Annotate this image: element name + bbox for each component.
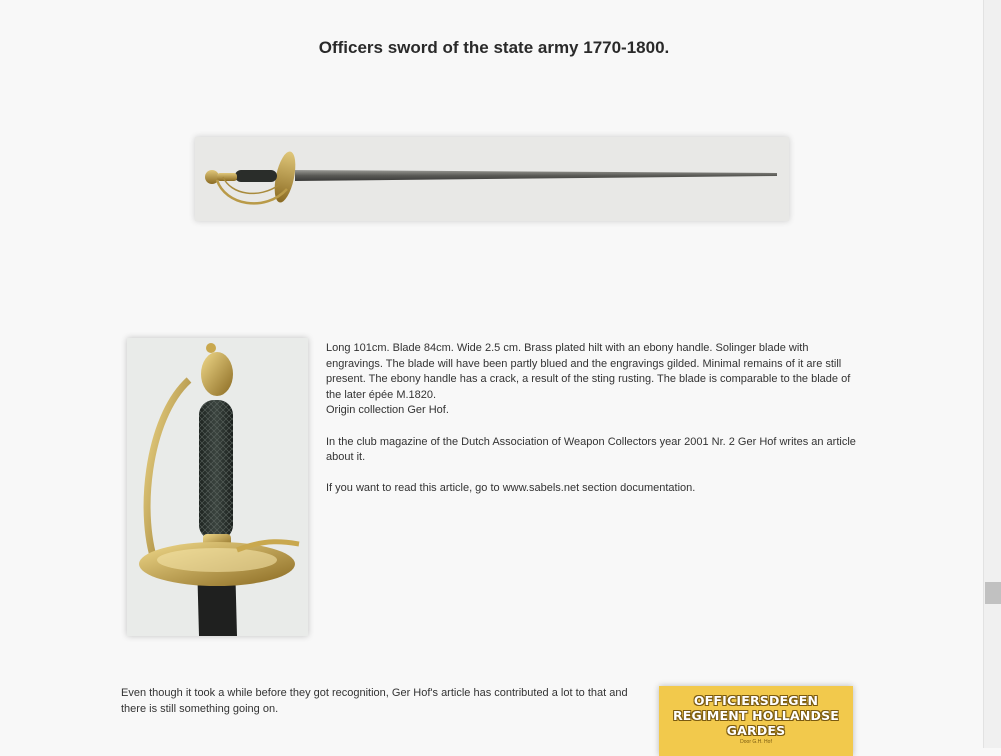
sword-full-image xyxy=(195,137,789,221)
hilt-closeup-image xyxy=(127,338,308,636)
booklet-author: Door G.H. Hof xyxy=(740,739,772,745)
recognition-text: Even though it took a while before they got recognition, Ger Hof's article has contributed a lot to that and there is still something going on. xyxy=(121,687,628,715)
booklet-title-line2: REGIMENT HOLLANDSE xyxy=(672,708,840,723)
description-text xyxy=(326,341,866,497)
sword-illustration xyxy=(195,137,789,221)
vertical-scrollbar[interactable] xyxy=(983,0,1001,748)
description-origin: Origin collection Ger Hof. xyxy=(326,404,449,417)
description-magazine: In the club magazine of the Dutch Association of Weapon Collectors year 2001 Nr. 2 Ger Hof writes an article about it. xyxy=(326,435,856,464)
hilt-illustration xyxy=(127,338,308,636)
booklet-title-line3: GARDES xyxy=(726,723,786,738)
scrollbar-thumb[interactable] xyxy=(985,582,1001,604)
booklet-title-line1: OFFICIERSDEGEN xyxy=(693,693,819,708)
description-specs: Long 101cm. Blade 84cm. Wide 2.5 cm. Brass plated hilt with an ebony handle. Solinger blade with engravings. The blade will have been partly blued and the engravings gilded. Minimal remains of it are still present. The ebony handle has a crack, a result of the sting rusting. The blade is comparable to the blade of the later épée M.1820. xyxy=(326,342,851,401)
description-link-note: If you want to read this article, go to www.sabels.net section documentation. xyxy=(326,482,696,495)
booklet-cover-image xyxy=(659,686,853,756)
page-title: Officers sword of the state army 1770-1800. xyxy=(318,38,670,57)
